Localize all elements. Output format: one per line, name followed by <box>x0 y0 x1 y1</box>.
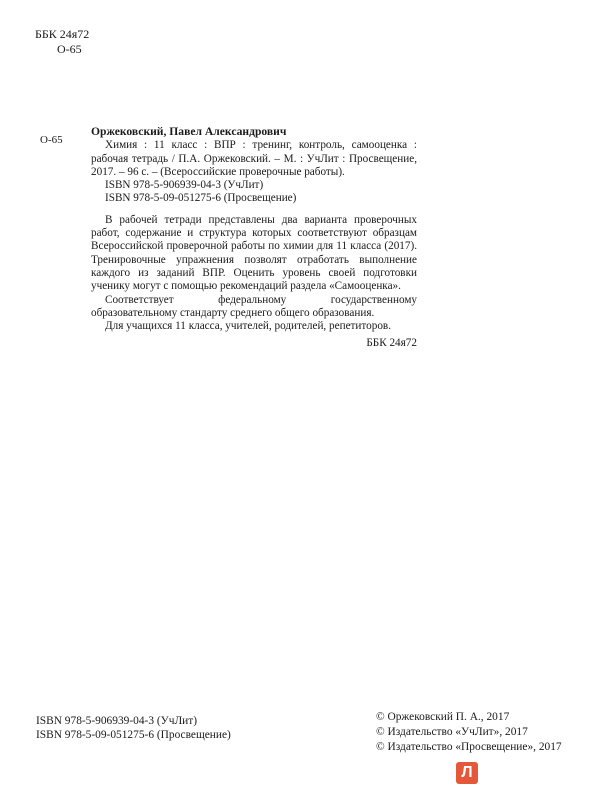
copyright-line: © Издательство «УчЛит», 2017 <box>376 726 528 738</box>
bbk-header <box>35 27 89 57</box>
bbk-index-right: ББК 24я72 <box>366 337 417 350</box>
author-code: О-65 <box>57 42 82 56</box>
annotation <box>91 214 417 334</box>
bibliographic-description: Химия : 11 класс : ВПР : тренинг, контроль, самооценка : рабочая тетрадь / П.А. Оржековский. – М. : УчЛит : Просвещение, 2017. – 96 с. – (Всероссийские проверочные работы). <box>91 139 417 178</box>
side-author-code: О-65 <box>40 134 63 146</box>
logo-letter: Л <box>461 764 473 781</box>
isbn-prosveshchenie: ISBN 978-5-09-051275-6 (Просвещение) <box>105 192 297 205</box>
bibliographic-record <box>91 125 417 351</box>
copyright-line: © Издательство «Просвещение», 2017 <box>376 741 562 753</box>
copyright-block <box>376 710 562 755</box>
footer-isbn-uchlit: ISBN 978-5-906939-04-3 (УчЛит) <box>36 715 198 727</box>
annotation-paragraph: В рабочей тетради представлены два варианта проверочных работ, содержание и структура которых соответствуют образцам Всероссийской проверочной работы по химии для 11 класса (2017). Тренировочные упражнения позволят отработать выполнение каждого из заданий ВПР. Оценить уровень своей подготовки ученику могут с помощью рекомендаций раздела «Самооценка». <box>91 213 417 293</box>
annotation-paragraph: Для учащихся 11 класса, учителей, родителей, репетиторов. <box>105 320 392 333</box>
author-heading: Оржековский, Павел Александрович <box>91 125 287 138</box>
labirint-logo-icon <box>456 762 478 784</box>
copyright-line: © Оржековский П. А., 2017 <box>376 711 510 723</box>
bbk-index: ББК 24я72 <box>35 27 90 41</box>
footer-isbn-block <box>36 714 231 742</box>
annotation-paragraph: Соответствует федеральному государственному образовательному стандарту среднего общего образования. <box>91 293 417 319</box>
footer-isbn-prosveshchenie: ISBN 978-5-09-051275-6 (Просвещение) <box>36 729 231 741</box>
isbn-uchlit: ISBN 978-5-906939-04-3 (УчЛит) <box>105 179 264 192</box>
